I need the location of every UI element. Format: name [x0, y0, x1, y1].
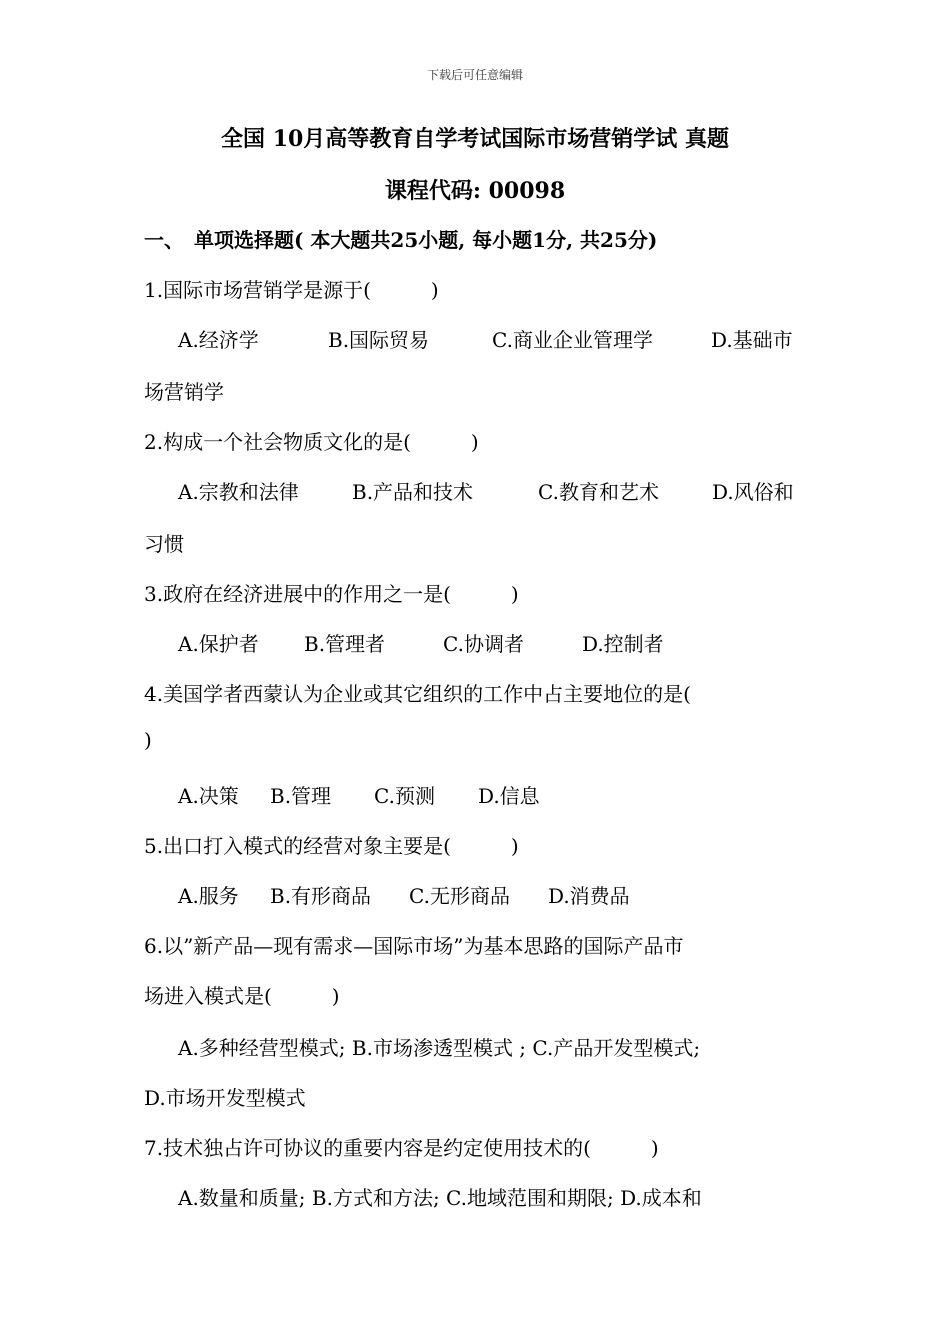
option-c: C.预测 [374, 784, 435, 808]
question-stem: 7.技术独占许可协议的重要内容是约定使用技术的( ) [144, 1136, 659, 1160]
option-d: D.信息 [478, 784, 540, 808]
question-stem: 2.构成一个社会物质文化的是( ) [144, 430, 479, 454]
option-c: C.商业企业管理学 [492, 328, 653, 352]
option-b: B.产品和技术 [352, 480, 474, 504]
option-continuation: 场营销学 [144, 380, 224, 404]
question-stem-continuation: 场进入模式是( ) [144, 984, 340, 1008]
options-line: A.多种经营型模式; B.市场渗透型模式 ; C.产品开发型模式; [178, 1036, 701, 1060]
option-d: D.风俗和 [712, 480, 794, 504]
question-stem: 1.国际市场营销学是源于( ) [144, 278, 439, 302]
question-stem: 4.美国学者西蒙认为企业或其它组织的工作中占主要地位的是( [144, 682, 691, 706]
option-b: B.管理 [270, 784, 332, 808]
option-c: C.协调者 [443, 632, 524, 656]
option-b: B.有形商品 [270, 884, 372, 908]
page-header: 下载后可任意编辑 [426, 68, 523, 82]
option-continuation: 习惯 [144, 532, 184, 556]
option-a: A.经济学 [178, 328, 259, 352]
option-c: C.无形商品 [409, 884, 510, 908]
option-b: B.国际贸易 [328, 328, 430, 352]
option-a: A.决策 [178, 784, 239, 808]
option-b: B.管理者 [304, 632, 386, 656]
section-heading: 一、 单项选择题( 本大题共25小题, 每小题1分, 共25分) [144, 228, 658, 252]
option-continuation: D.市场开发型模式 [144, 1086, 306, 1110]
option-a: A.服务 [178, 884, 239, 908]
option-d: D.基础市 [711, 328, 793, 352]
option-d: D.控制者 [582, 632, 664, 656]
option-a: A.保护者 [178, 632, 259, 656]
question-stem: 3.政府在经济进展中的作用之一是( ) [144, 582, 519, 606]
option-c: C.教育和艺术 [538, 480, 659, 504]
question-stem: 5.出口打入模式的经营对象主要是( ) [144, 834, 519, 858]
options-line: A.数量和质量; B.方式和方法; C.地域范围和期限; D.成本和 [178, 1186, 702, 1210]
option-d: D.消费品 [548, 884, 630, 908]
option-a: A.宗教和法律 [178, 480, 299, 504]
course-code: 课程代码: 00098 [384, 178, 566, 204]
question-stem-continuation: ) [144, 728, 152, 752]
question-stem: 6.以”新产品—现有需求—国际市场”为基本思路的国际产品市 [144, 934, 684, 958]
exam-title: 全国 10月高等教育自学考试国际市场营销学试 真题 [221, 126, 729, 152]
